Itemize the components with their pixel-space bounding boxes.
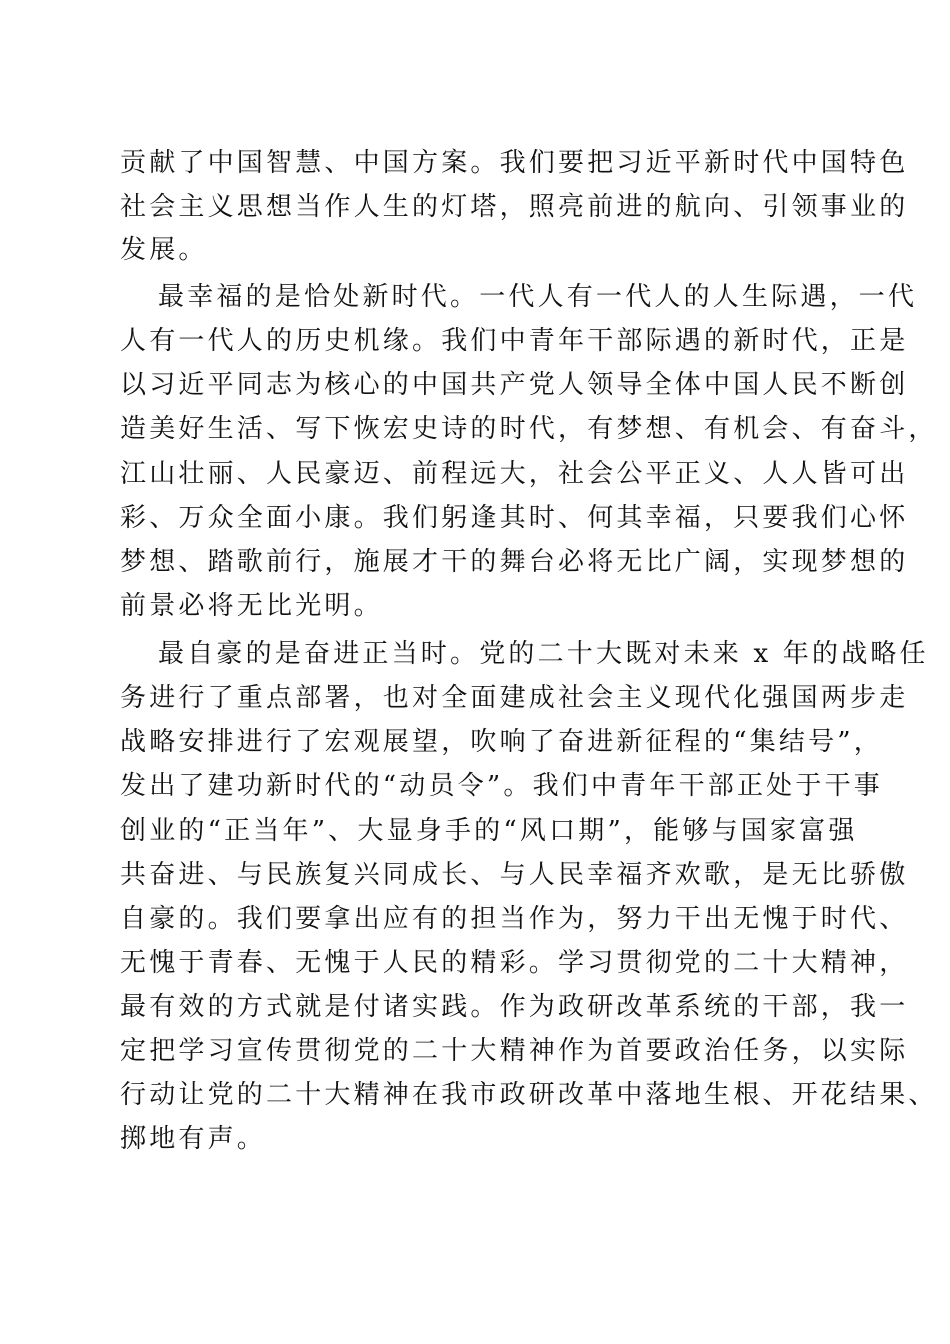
text-line: 贡献了中国智慧、中国方案。我们要把习近平新时代中国特色 — [120, 148, 909, 178]
text-line: 人有一代人的历史机缘。我们中青年干部际遇的新时代，正是 — [120, 326, 909, 356]
text-line: 行动让党的二十大精神在我市政研改革中落地生根、开花结果、 — [120, 1080, 938, 1110]
text-line: 创业的“正当年”、大显身手的“风口期”，能够与国家富强 — [120, 816, 858, 846]
text-line: 自豪的。我们要拿出应有的担当作为，努力干出无愧于时代、 — [120, 904, 909, 934]
text-line: 前景必将无比光明。 — [120, 591, 383, 621]
text-line: 以习近平同志为核心的中国共产党人领导全体中国人民不断创 — [120, 370, 909, 400]
text-line: 彩、万众全面小康。我们躬逢其时、何其幸福，只要我们心怀 — [120, 503, 909, 533]
text-line: 务进行了重点部署，也对全面建成社会主义现代化强国两步走 — [120, 683, 909, 713]
text-line: 梦想、踏歌前行，施展才干的舞台必将无比广阔，实现梦想的 — [120, 547, 909, 577]
text-line: 发展。 — [120, 235, 208, 265]
text-line: 掷地有声。 — [120, 1124, 267, 1154]
text-line: 社会主义思想当作人生的灯塔，照亮前进的航向、引领事业的 — [120, 192, 909, 222]
text-line: 最有效的方式就是付诸实践。作为政研改革系统的干部，我一 — [120, 992, 909, 1022]
text-line: 定把学习宣传贯彻党的二十大精神作为首要政治任务，以实际 — [120, 1036, 909, 1066]
text-line: 最幸福的是恰处新时代。一代人有一代人的人生际遇，一代 — [158, 282, 918, 312]
text-line: 战略安排进行了宏观展望，吹响了奋进新征程的“集结号”， — [120, 727, 883, 757]
text-line: 造美好生活、写下恢宏史诗的时代，有梦想、有机会、有奋斗， — [120, 414, 938, 444]
text-line: 发出了建功新时代的“动员令”。我们中青年干部正处于干事 — [120, 771, 883, 801]
text-line: 共奋进、与民族复兴同成长、与人民幸福齐欢歌，是无比骄傲 — [120, 860, 909, 890]
text-line: 江山壮丽、人民豪迈、前程远大，社会公平正义、人人皆可出 — [120, 459, 909, 489]
text-line: 最自豪的是奋进正当时。党的二十大既对未来 x 年的战略任 — [158, 639, 929, 669]
text-line: 无愧于青春、无愧于人民的精彩。学习贯彻党的二十大精神， — [120, 948, 909, 978]
